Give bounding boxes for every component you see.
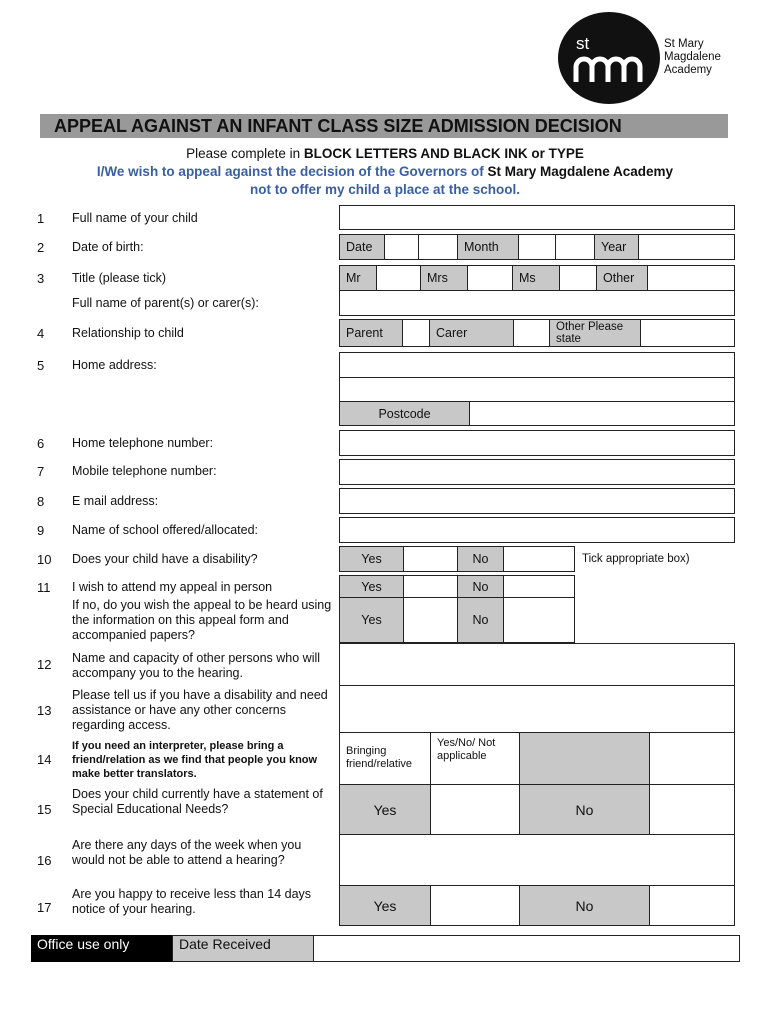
title-ms-checkbox[interactable] [559,265,597,291]
row-number: 10 [37,552,52,567]
label-attend: I wish to attend my appeal in person [72,580,273,594]
row-number: 6 [37,436,45,451]
row-number: 1 [37,211,45,226]
date-received-label: Date Received [172,935,314,962]
dob-month-field-2[interactable] [555,234,595,260]
attend-yes-label: Yes [339,575,404,598]
dob-day-field-1[interactable] [384,234,419,260]
label-mobile: Mobile telephone number: [72,464,217,478]
label-days: Are there any days of the week when you would not be able to attend a hearing? [72,838,302,867]
row-number: 15 [37,802,52,817]
rel-parent-checkbox[interactable] [402,319,430,347]
label-home-phone: Home telephone number: [72,436,214,450]
row-number: 5 [37,358,45,373]
days-field[interactable] [339,834,735,886]
sen-yes-checkbox[interactable] [430,784,520,835]
logo-st: st [576,34,590,53]
logo-mark-icon [556,12,662,104]
dob-month-label: Month [457,234,519,260]
row-number: 2 [37,240,45,255]
label-written-appeal: If no, do you wish the appeal to be heard using the information on this appeal form and accompanied papers? [72,598,332,642]
label-parent-name: Full name of parent(s) or carer(s): [72,296,259,310]
bringing-label: Bringing friend/relative [339,732,431,785]
written-no-checkbox[interactable] [503,597,575,643]
academy-logo [556,12,662,104]
title-mrs-label: Mrs [420,265,468,291]
attend-no-label: No [457,575,504,598]
office-use-label: Office use only [31,935,172,962]
appeal-statement: I/We wish to appeal against the decision of the Governors of St Mary Magdalene Academy not to offer my child a place at the school. [96,164,674,197]
label-interpreter: If you need an interpreter, please bring a friend/relation as we find that people you know make better translators. [72,740,318,780]
rel-carer-checkbox[interactable] [513,319,550,347]
title-ms-label: Ms [512,265,560,291]
row-number: 7 [37,464,45,479]
title-other-field[interactable] [647,265,735,291]
accompany-field[interactable] [339,643,735,686]
home-phone-field[interactable] [339,430,735,456]
row-number: 17 [37,900,52,915]
address-line-2[interactable] [339,377,735,402]
title-mrs-checkbox[interactable] [467,265,513,291]
label-relationship: Relationship to child [72,326,184,340]
row-number: 3 [37,271,45,286]
dob-year-label: Year [594,234,639,260]
row-number: 12 [37,657,52,672]
date-received-field[interactable] [313,935,740,962]
postcode-label: Postcode [339,401,470,426]
notice-no-checkbox[interactable] [649,885,735,926]
dob-date-label: Date [339,234,385,260]
disability-no-label: No [457,546,504,572]
written-yes-checkbox[interactable] [403,597,458,643]
rel-carer-label: Carer [429,319,514,347]
rel-other-field[interactable] [640,319,735,347]
yesno-label: Yes/No/ Not applicable [430,732,520,785]
mobile-field[interactable] [339,459,735,485]
written-no-label: No [457,597,504,643]
school-field[interactable] [339,517,735,543]
label-accompany: Name and capacity of other persons who will accompany you to the hearing. [72,651,321,680]
postcode-field[interactable] [469,401,735,426]
label-school: Name of school offered/allocated: [72,523,258,537]
rel-other-label: Other Please state [549,319,641,347]
address-line-1[interactable] [339,352,735,378]
interpreter-field[interactable] [649,732,735,785]
notice-yes-label: Yes [339,885,431,926]
dob-year-field[interactable] [638,234,735,260]
label-disability: Does your child have a disability? [72,552,258,566]
row-number: 16 [37,853,52,868]
disability-no-checkbox[interactable] [503,546,575,572]
written-yes-label: Yes [339,597,404,643]
label-address: Home address: [72,358,157,372]
page-title: APPEAL AGAINST AN INFANT CLASS SIZE ADMISSION DECISION [40,114,728,138]
label-access: Please tell us if you have a disability and need assistance or have any other concerns regarding access. [72,688,328,732]
row-number: 8 [37,494,45,509]
rel-parent-label: Parent [339,319,403,347]
title-mr-checkbox[interactable] [376,265,421,291]
sen-yes-label: Yes [339,784,431,835]
logo-name: St Mary Magdalene Academy [664,38,721,76]
dob-day-field-2[interactable] [418,234,458,260]
dob-month-field-1[interactable] [518,234,556,260]
attend-yes-checkbox[interactable] [403,575,458,598]
attend-no-checkbox[interactable] [503,575,575,598]
email-field[interactable] [339,488,735,514]
notice-no-label: No [519,885,650,926]
label-email: E mail address: [72,494,159,508]
title-other-label: Other [596,265,648,291]
label-notice: Are you happy to receive less than 14 days notice of your hearing. [72,887,312,916]
label-dob: Date of birth: [72,240,144,254]
row-number: 9 [37,523,45,538]
sen-no-checkbox[interactable] [649,784,735,835]
notice-yes-checkbox[interactable] [430,885,520,926]
disability-yes-checkbox[interactable] [403,546,458,572]
title-mr-label: Mr [339,265,377,291]
parent-name-field[interactable] [339,290,735,316]
tick-note: Tick appropriate box) [582,553,690,565]
row-number: 13 [37,703,52,718]
label-child-name: Full name of your child [72,211,198,225]
row-number: 11 [37,580,51,595]
child-name-field[interactable] [339,205,735,230]
row-number: 14 [37,752,52,767]
label-title: Title (please tick) [72,271,167,285]
access-field[interactable] [339,685,735,733]
interpreter-shaded [519,732,650,785]
label-sen: Does your child currently have a statement of Special Educational Needs? [72,787,323,816]
disability-yes-label: Yes [339,546,404,572]
row-number: 4 [37,326,45,341]
instruction: Please complete in BLOCK LETTERS AND BLACK INK or TYPE [186,146,584,161]
sen-no-label: No [519,784,650,835]
